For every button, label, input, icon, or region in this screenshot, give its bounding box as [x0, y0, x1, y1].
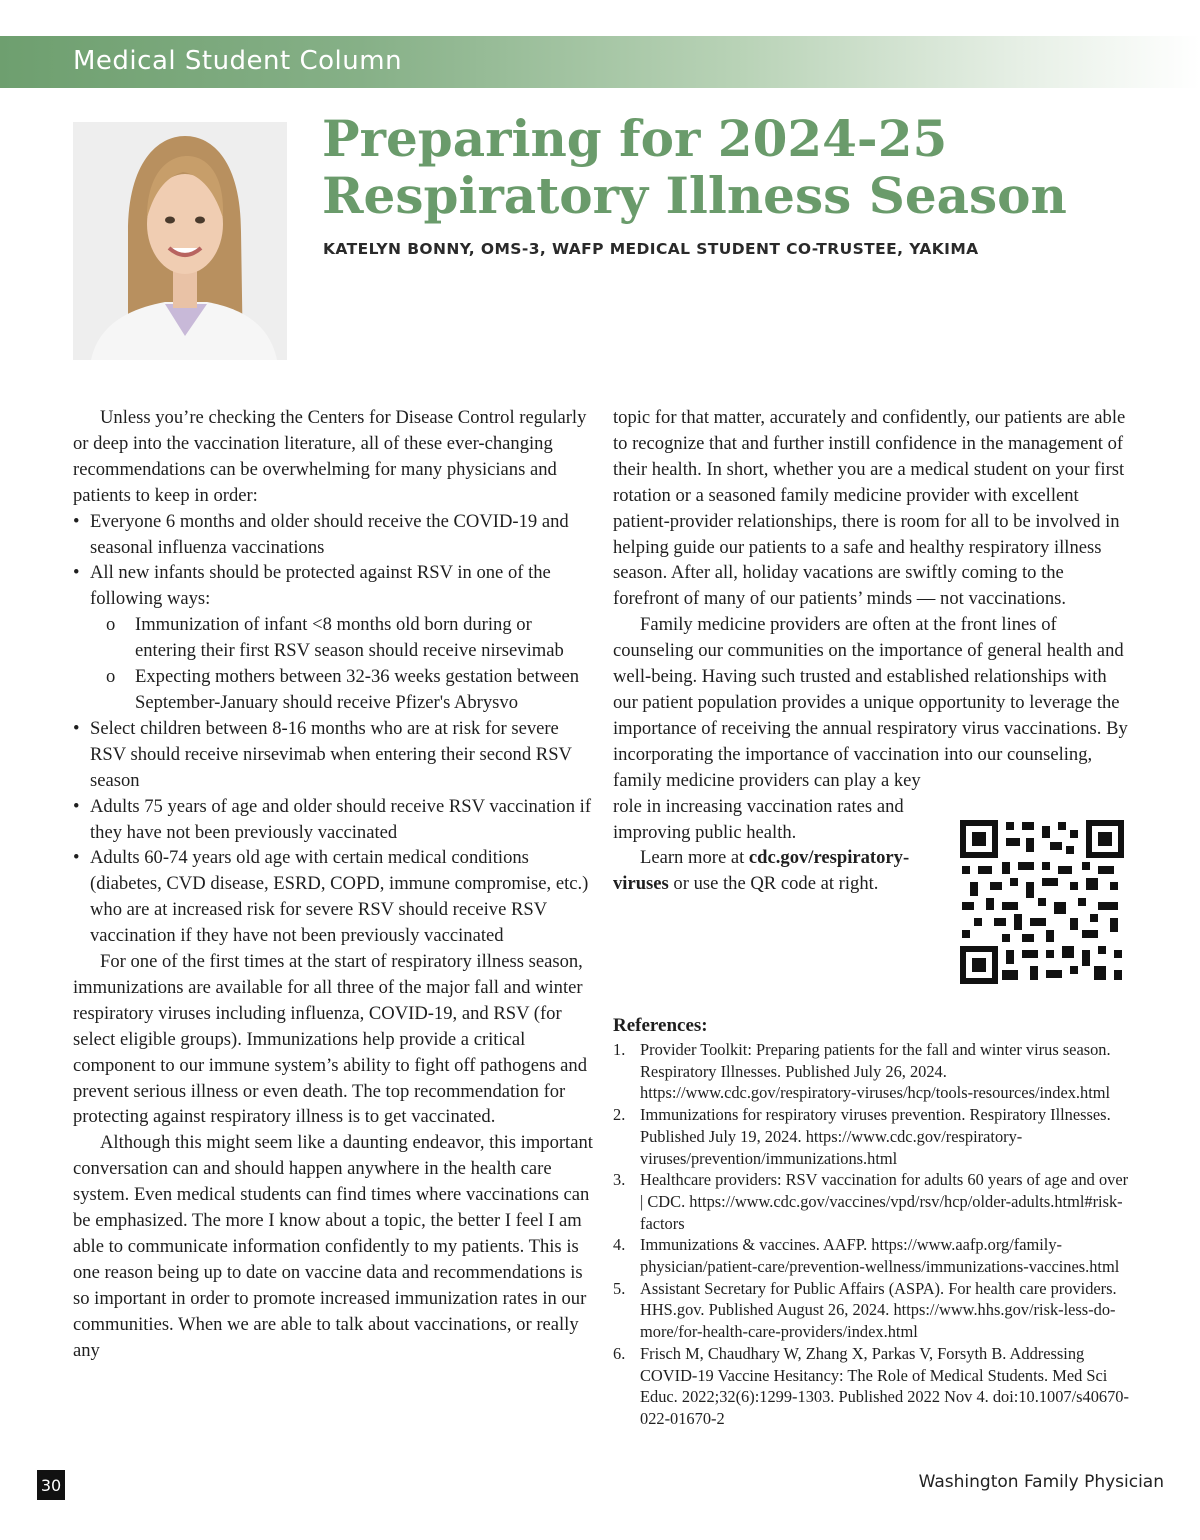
intro-paragraph: Unless you’re checking the Centers for Disease Control regularly or deep into the vaccination literature, all of these ever-changing recommendations can be overwhelming for many physicians and patients to keep in order:	[73, 407, 587, 506]
magazine-name: Washington Family Physician	[918, 1472, 1164, 1492]
author-portrait-illustration	[73, 122, 287, 360]
reference-number: 3.	[613, 1170, 626, 1190]
reference-item	[613, 1104, 1133, 1169]
reference-number: 6.	[613, 1343, 626, 1363]
reference-number: 2.	[613, 1105, 626, 1125]
learn-more-paragraph	[613, 845, 943, 897]
title-line-2: Respiratory Illness Season	[322, 166, 1067, 225]
bullet-text: Adults 60-74 years old age with certain medical conditions (diabetes, CVD disease, ESRD, COPD, immune compromise, etc.) who are at increased risk for severe RSV should receive RSV vaccination if they have not been previously vaccinated	[90, 847, 589, 947]
sub-bullet-marker: o	[106, 666, 116, 688]
list-item	[73, 560, 593, 715]
reference-text: Frisch M, Chaudhary W, Zhang X, Parkas V, Forsyth B. Addressing COVID-19 Vaccine Hesitancy: The Role of Medical Students. Med Sci Educ. 2022;32(6):1299-1303. Published 2022 Nov 4. doi:10.1007/s40670-022-01670-2	[640, 1343, 1129, 1428]
body-paragraph: Family medicine providers are often at the front lines of counseling our communities on the importance of general health and well-being. Having such trusted and established relationships with our patient population provides a unique opportunity to leverage the importance of receiving the annual respiratory virus vaccinations. By incorporating the importance of vaccination into our counseling,	[613, 614, 1128, 765]
sub-bullet-text: Expecting mothers between 32-36 weeks gestation between September-January should receive Pfizer's Abrysvo	[135, 666, 580, 713]
cdc-link[interactable]: cdc.gov/respiratory-viruses	[613, 847, 910, 895]
infant-options-list	[90, 612, 593, 716]
author-photo	[73, 122, 287, 360]
body-paragraph-continued: topic for that matter, accurately and confidently, our patients are able to recognize that and further instill confidence in the management of their health. In short, whether you are a medical student on your first rotation or a seasoned family medicine provider with excellent patient-provider relationships, there is room for all to be involved in helping guide our patients to a safe and healthy respiratory illness season. After all, holiday vacations are swiftly coming to the forefront of many of our patients’ minds — not vaccinations.	[613, 407, 1126, 610]
reference-item	[613, 1169, 1133, 1234]
body-paragraph: For one of the first times at the start of respiratory illness season, immunizations are available for all three of the major fall and winter respiratory viruses including influenza, COVID-19, and RSV (for select eligible groups). Immunizations help provide a critical component to our immune system’s ability to fight off pathogens and prevent serious illness or even death. The top recommendation for protecting against respiratory illness is to get vaccinated.	[73, 951, 588, 1128]
left-column	[73, 405, 593, 1364]
reference-number: 4.	[613, 1235, 626, 1255]
section-label: Medical Student Column	[73, 46, 403, 76]
bullet-text: All new infants should be protected against RSV in one of the following ways:	[90, 562, 551, 610]
reference-item	[613, 1039, 1133, 1104]
list-item	[106, 664, 593, 716]
recommendations-list	[73, 509, 593, 949]
reference-item	[613, 1234, 1133, 1277]
list-item	[106, 612, 593, 664]
list-item	[73, 845, 593, 949]
learn-more-prefix: Learn more at	[640, 847, 749, 869]
section-banner	[0, 36, 1200, 88]
bullet-text: Everyone 6 months and older should receive the COVID-19 and seasonal influenza vaccinations	[90, 510, 569, 558]
reference-number: 5.	[613, 1278, 626, 1298]
references-heading: References:	[613, 1015, 708, 1036]
list-item	[73, 509, 593, 561]
reference-text: Assistant Secretary for Public Affairs (ASPA). For health care providers. HHS.gov. Published August 26, 2024. https://www.hhs.gov/risk-less-do-more/for-health-care-providers/index.html	[640, 1278, 1117, 1342]
body-paragraph: Although this might seem like a daunting endeavor, this important conversation can and should happen anywhere in the health care system. Even medical students can find times where vaccinations can be emphasized. The more I know about a topic, the better I feel I am able to communicate information confidently to my patients. This is one reason being up to date on vaccine data and recommendations is so important in order to promote increased immunization rates in our communities. When we are able to talk about vaccinations, or really any	[73, 1132, 593, 1361]
reference-text: Provider Toolkit: Preparing patients for the fall and winter virus season. Respiratory Illnesses. Published July 26, 2024. https://www.cdc.gov/respiratory-viruses/hcp/tools-resources/index.html	[640, 1040, 1111, 1103]
body-paragraph-end: family medicine providers can play a key role in increasing vaccination rates and improving public health.	[613, 769, 921, 843]
reference-item	[613, 1278, 1133, 1343]
page-number: 30	[37, 1470, 65, 1500]
reference-text: Immunizations & vaccines. AAFP. https://www.aafp.org/family-physician/patient-care/prevention-wellness/immunizations-vaccines.html	[640, 1235, 1120, 1277]
author-byline: KATELYN BONNY, OMS-3, WAFP MEDICAL STUDENT CO-TRUSTEE, YAKIMA	[323, 240, 979, 258]
list-item	[73, 794, 593, 846]
reference-text: Immunizations for respiratory viruses prevention. Respiratory Illnesses. Published July 19, 2024. https://www.cdc.gov/respiratory-viruses/prevention/immunizations.html	[640, 1105, 1111, 1168]
sub-bullet-text: Immunization of infant <8 months old born during or entering their first RSV season should receive nirsevimab	[135, 614, 564, 662]
reference-item	[613, 1343, 1133, 1430]
bullet-text: Select children between 8-16 months who are at risk for severe RSV should receive nirsevimab when entering their second RSV season	[90, 717, 572, 791]
sub-bullet-marker: o	[106, 614, 116, 636]
learn-more-suffix: or use the QR code at right.	[668, 873, 879, 895]
references-list	[613, 1039, 1133, 1430]
reference-number: 1.	[613, 1040, 626, 1059]
bullet-text: Adults 75 years of age and older should receive RSV vaccination if they have not been previously vaccinated	[90, 795, 592, 843]
article-title	[322, 110, 1122, 224]
title-line-1: Preparing for 2024-25	[322, 109, 948, 168]
list-item	[73, 716, 593, 794]
qr-code[interactable]	[960, 820, 1124, 984]
reference-text: Healthcare providers: RSV vaccination for adults 60 years of age and over | CDC. https://www.cdc.gov/vaccines/vpd/rsv/hcp/older-adults.html#risk-factors	[640, 1170, 1129, 1233]
